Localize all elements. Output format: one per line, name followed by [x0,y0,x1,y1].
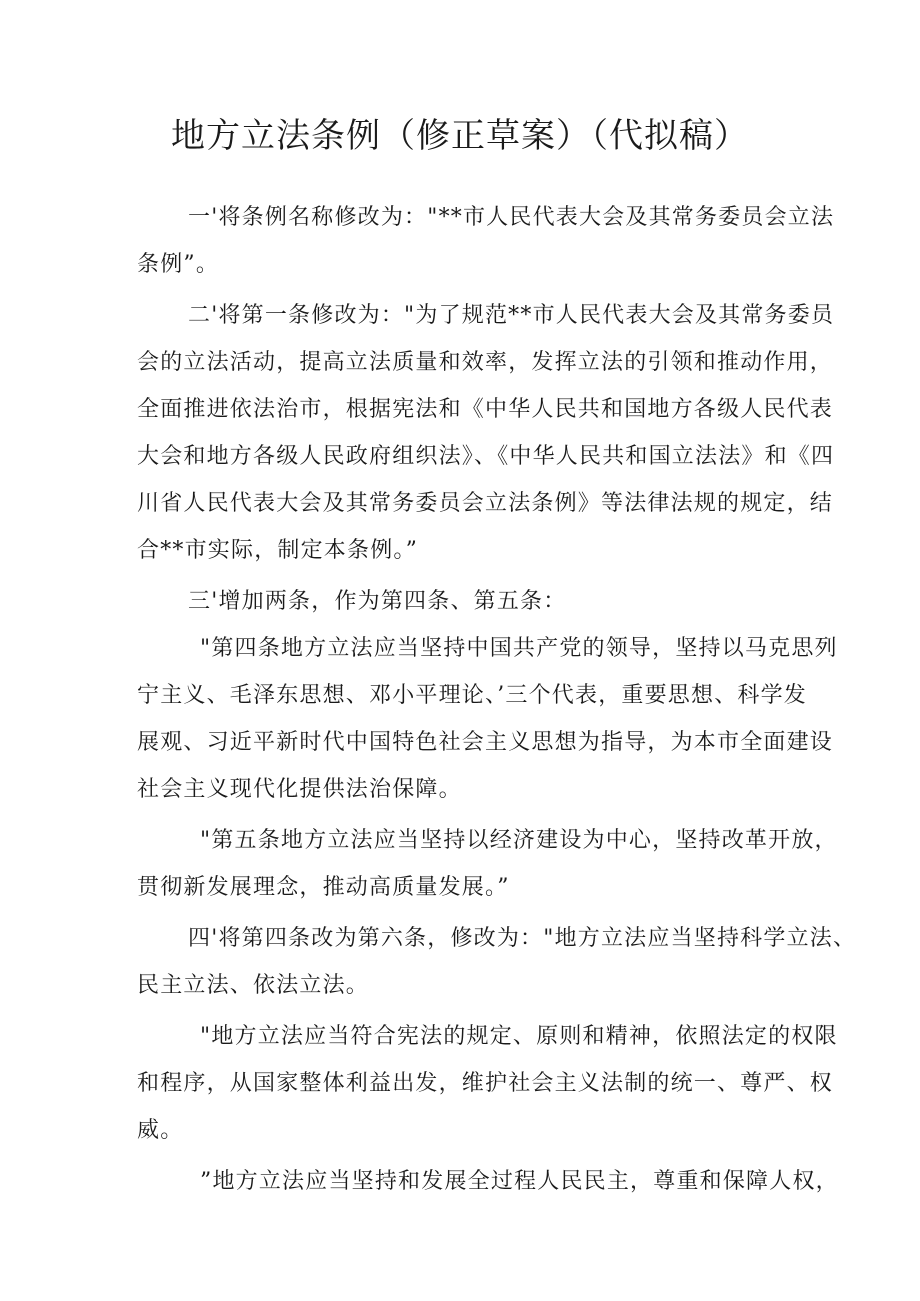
text-line: 展观、习近平新时代中国特色社会主义思想为指导，为本市全面建设 [137,730,834,755]
text-line: 四'将第四条改为第六条，修改为："地方立法应当坚持科学立法、 [188,926,857,951]
text-line: ”地方立法应当坚持和发展全过程人民民主，尊重和保障人权， [200,1169,839,1194]
text-line: 民主立法、依法立法。 [137,973,370,998]
text-line: "地方立法应当符合宪法的规定、原则和精神，依照法定的权限 [200,1024,838,1049]
text-line: "第五条地方立法应当坚持以经济建设为中心，坚持改革开放， [200,828,838,853]
text-line: 条例”。 [137,252,220,277]
document-title: 地方立法条例（修正草案）（代拟稿） [171,116,749,156]
text-line: 宁主义、毛泽东思想、邓小平理论、’三个代表，重要思想、科学发 [137,683,807,708]
text-line: "第四条地方立法应当坚持中国共产党的领导，坚持以马克思列 [200,636,838,661]
text-line: 全面推进依法治市，根据宪法和《中华人民共和国地方各级人民代表 [137,397,834,422]
text-line: 社会主义现代化提供法治保障。 [137,777,462,802]
text-line: 贯彻新发展理念，推动高质量发展。” [137,875,510,900]
text-line: 和程序，从国家整体利益出发，维护社会主义法制的统一、尊严、权 [137,1071,834,1096]
text-line: 大会和地方各级人民政府组织法》、《中华人民共和国立法法》和《四 [137,444,835,469]
text-line: 川省人民代表大会及其常务委员会立法条例》等法律法规的规定，结 [137,491,834,516]
text-line: 三'增加两条，作为第四条、第五条： [188,589,567,614]
text-line: 威。 [137,1118,184,1143]
text-line: 二'将第一条修改为："为了规范**市人民代表大会及其常务委员 [188,303,835,328]
text-line: 一'将条例名称修改为："**市人民代表大会及其常务委员会立法 [188,205,835,230]
text-line: 会的立法活动，提高立法质量和效率，发挥立法的引领和推动作用， [137,350,834,375]
text-line: 合**市实际，制定本条例。” [137,538,419,563]
